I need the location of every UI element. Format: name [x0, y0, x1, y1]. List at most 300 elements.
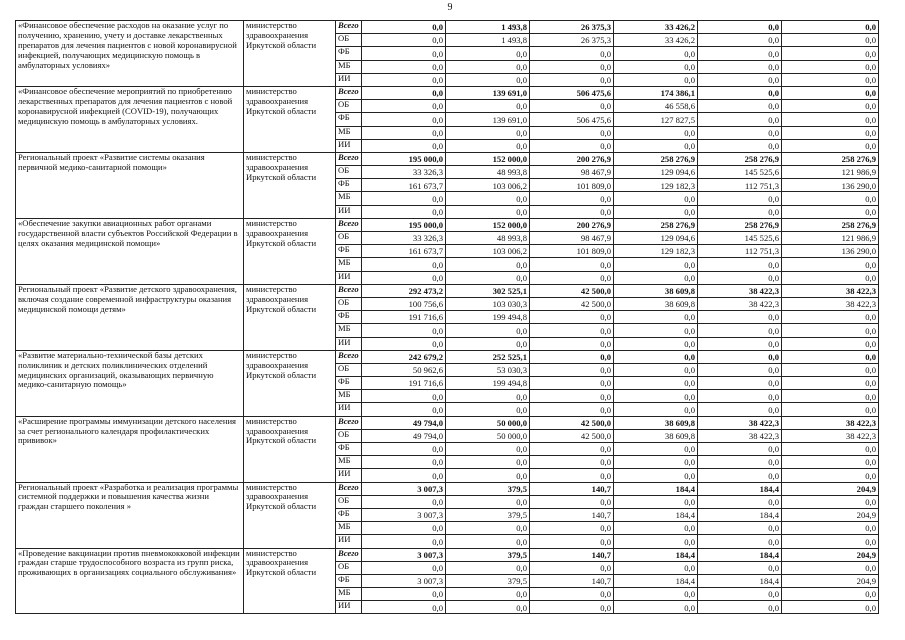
amount-cell: 140,7	[530, 548, 614, 561]
amount-cell: 0,0	[530, 377, 614, 390]
amount-cell: 46 558,6	[614, 100, 698, 113]
measure-description: «Проведение вакцинации против пневмококковой инфекции граждан старше трудоспособного возраста из групп риска, проживающих в организациях социального обслуживания»	[16, 548, 244, 614]
amount-cell: 195 000,0	[362, 152, 446, 165]
amount-cell: 0,0	[614, 390, 698, 403]
amount-cell: 0,0	[362, 60, 446, 73]
amount-cell: 302 525,1	[446, 284, 530, 297]
amount-cell: 0,0	[614, 73, 698, 86]
amount-cell: 0,0	[614, 324, 698, 337]
funding-source: ФБ	[336, 179, 362, 192]
amount-cell: 98 467,9	[530, 166, 614, 179]
amount-cell: 0,0	[614, 337, 698, 350]
funding-source: Всего	[336, 548, 362, 561]
amount-cell: 184,4	[614, 574, 698, 587]
funding-source: ОБ	[336, 232, 362, 245]
table-row	[16, 350, 879, 363]
amount-cell: 0,0	[530, 469, 614, 482]
amount-cell: 112 751,3	[698, 245, 782, 258]
amount-cell: 0,0	[446, 337, 530, 350]
amount-cell: 3 007,3	[362, 508, 446, 521]
amount-cell: 0,0	[698, 522, 782, 535]
amount-cell: 0,0	[530, 205, 614, 218]
amount-cell: 0,0	[446, 60, 530, 73]
executor-cell: министерство здравоохранения Иркутской области	[244, 416, 336, 482]
funding-source: МБ	[336, 390, 362, 403]
amount-cell: 50 000,0	[446, 429, 530, 442]
amount-cell: 0,0	[362, 258, 446, 271]
amount-cell: 0,0	[530, 350, 614, 363]
amount-cell: 0,0	[614, 469, 698, 482]
funding-source: МБ	[336, 258, 362, 271]
amount-cell: 0,0	[782, 34, 879, 47]
amount-cell: 0,0	[530, 456, 614, 469]
amount-cell: 0,0	[362, 443, 446, 456]
amount-cell: 129 182,3	[614, 245, 698, 258]
amount-cell: 33 426,2	[614, 21, 698, 34]
funding-source: ИИ	[336, 139, 362, 152]
amount-cell: 0,0	[614, 205, 698, 218]
amount-cell: 184,4	[698, 508, 782, 521]
amount-cell: 0,0	[614, 495, 698, 508]
amount-cell: 0,0	[782, 47, 879, 60]
amount-cell: 0,0	[782, 271, 879, 284]
funding-source: ИИ	[336, 73, 362, 86]
funding-source: Всего	[336, 416, 362, 429]
amount-cell: 0,0	[446, 139, 530, 152]
amount-cell: 38 422,3	[698, 416, 782, 429]
amount-cell: 0,0	[698, 443, 782, 456]
amount-cell: 0,0	[614, 588, 698, 601]
amount-cell: 0,0	[698, 73, 782, 86]
amount-cell: 33 326,3	[362, 166, 446, 179]
amount-cell: 103 006,2	[446, 245, 530, 258]
amount-cell: 0,0	[530, 60, 614, 73]
amount-cell: 0,0	[782, 258, 879, 271]
amount-cell: 0,0	[782, 403, 879, 416]
amount-cell: 0,0	[782, 311, 879, 324]
amount-cell: 0,0	[782, 86, 879, 99]
amount-cell: 0,0	[614, 60, 698, 73]
amount-cell: 0,0	[530, 588, 614, 601]
amount-cell: 0,0	[698, 60, 782, 73]
amount-cell: 1 493,8	[446, 21, 530, 34]
amount-cell: 139 691,0	[446, 113, 530, 126]
funding-source: ФБ	[336, 508, 362, 521]
table-row	[16, 284, 879, 297]
amount-cell: 0,0	[782, 377, 879, 390]
amount-cell: 0,0	[446, 469, 530, 482]
amount-cell: 42 500,0	[530, 284, 614, 297]
amount-cell: 258 276,9	[782, 218, 879, 231]
amount-cell: 53 030,3	[446, 363, 530, 376]
funding-source: ФБ	[336, 245, 362, 258]
amount-cell: 0,0	[530, 139, 614, 152]
amount-cell: 0,0	[530, 443, 614, 456]
amount-cell: 0,0	[698, 456, 782, 469]
amount-cell: 0,0	[446, 47, 530, 60]
amount-cell: 100 756,6	[362, 297, 446, 310]
funding-source: ИИ	[336, 337, 362, 350]
amount-cell: 161 673,7	[362, 179, 446, 192]
amount-cell: 0,0	[362, 535, 446, 548]
amount-cell: 0,0	[614, 139, 698, 152]
amount-cell: 199 494,8	[446, 311, 530, 324]
amount-cell: 0,0	[530, 337, 614, 350]
funding-source: ОБ	[336, 100, 362, 113]
amount-cell: 3 007,3	[362, 548, 446, 561]
funding-source: ФБ	[336, 311, 362, 324]
amount-cell: 0,0	[530, 522, 614, 535]
funding-source: ФБ	[336, 47, 362, 60]
amount-cell: 127 827,5	[614, 113, 698, 126]
amount-cell: 0,0	[446, 601, 530, 614]
amount-cell: 0,0	[698, 311, 782, 324]
amount-cell: 204,9	[782, 508, 879, 521]
amount-cell: 0,0	[446, 205, 530, 218]
amount-cell: 0,0	[614, 601, 698, 614]
funding-source: ФБ	[336, 574, 362, 587]
amount-cell: 0,0	[782, 469, 879, 482]
amount-cell: 379,5	[446, 482, 530, 495]
amount-cell: 0,0	[782, 205, 879, 218]
amount-cell: 0,0	[530, 390, 614, 403]
amount-cell: 0,0	[362, 561, 446, 574]
amount-cell: 129 094,6	[614, 166, 698, 179]
amount-cell: 98 467,9	[530, 232, 614, 245]
amount-cell: 38 422,3	[698, 284, 782, 297]
amount-cell: 0,0	[782, 443, 879, 456]
amount-cell: 0,0	[614, 377, 698, 390]
amount-cell: 121 986,9	[782, 166, 879, 179]
executor-cell: министерство здравоохранения Иркутской области	[244, 284, 336, 350]
amount-cell: 42 500,0	[530, 416, 614, 429]
executor-cell: министерство здравоохранения Иркутской области	[244, 350, 336, 416]
amount-cell: 0,0	[362, 337, 446, 350]
amount-cell: 0,0	[782, 192, 879, 205]
amount-cell: 26 375,3	[530, 34, 614, 47]
amount-cell: 0,0	[530, 258, 614, 271]
table-row	[16, 218, 879, 231]
amount-cell: 38 609,8	[614, 429, 698, 442]
amount-cell: 0,0	[698, 205, 782, 218]
funding-source: ФБ	[336, 113, 362, 126]
amount-cell: 0,0	[782, 337, 879, 350]
table-row	[16, 152, 879, 165]
amount-cell: 0,0	[614, 258, 698, 271]
amount-cell: 0,0	[698, 561, 782, 574]
measure-description: «Расширение программы иммунизации детского населения за счет регионального календаря профилактических прививок»	[16, 416, 244, 482]
executor-cell: министерство здравоохранения Иркутской области	[244, 218, 336, 284]
amount-cell: 161 673,7	[362, 245, 446, 258]
amount-cell: 0,0	[698, 271, 782, 284]
amount-cell: 292 473,2	[362, 284, 446, 297]
amount-cell: 38 422,3	[698, 429, 782, 442]
amount-cell: 0,0	[782, 113, 879, 126]
amount-cell: 379,5	[446, 508, 530, 521]
amount-cell: 379,5	[446, 574, 530, 587]
amount-cell: 101 809,0	[530, 245, 614, 258]
amount-cell: 0,0	[362, 100, 446, 113]
funding-source: ОБ	[336, 297, 362, 310]
funding-source: Всего	[336, 350, 362, 363]
amount-cell: 0,0	[362, 271, 446, 284]
amount-cell: 145 525,6	[698, 232, 782, 245]
amount-cell: 0,0	[614, 403, 698, 416]
amount-cell: 140,7	[530, 508, 614, 521]
amount-cell: 129 094,6	[614, 232, 698, 245]
amount-cell: 0,0	[530, 561, 614, 574]
amount-cell: 506 475,6	[530, 113, 614, 126]
amount-cell: 145 525,6	[698, 166, 782, 179]
amount-cell: 0,0	[446, 271, 530, 284]
amount-cell: 0,0	[698, 192, 782, 205]
amount-cell: 258 276,9	[698, 218, 782, 231]
amount-cell: 0,0	[530, 403, 614, 416]
amount-cell: 0,0	[362, 456, 446, 469]
amount-cell: 0,0	[446, 535, 530, 548]
amount-cell: 204,9	[782, 574, 879, 587]
funding-source: ИИ	[336, 403, 362, 416]
amount-cell: 38 422,3	[782, 297, 879, 310]
amount-cell: 49 794,0	[362, 429, 446, 442]
funding-source: МБ	[336, 60, 362, 73]
amount-cell: 0,0	[362, 601, 446, 614]
amount-cell: 0,0	[782, 139, 879, 152]
amount-cell: 0,0	[614, 561, 698, 574]
amount-cell: 0,0	[698, 469, 782, 482]
amount-cell: 50 962,6	[362, 363, 446, 376]
amount-cell: 3 007,3	[362, 574, 446, 587]
amount-cell: 0,0	[362, 47, 446, 60]
amount-cell: 3 007,3	[362, 482, 446, 495]
amount-cell: 0,0	[698, 588, 782, 601]
amount-cell: 103 006,2	[446, 179, 530, 192]
funding-source: Всего	[336, 284, 362, 297]
amount-cell: 0,0	[530, 363, 614, 376]
funding-source: Всего	[336, 482, 362, 495]
amount-cell: 0,0	[530, 324, 614, 337]
measure-description: «Развитие материально-технической базы детских поликлиник и детских поликлинических отделений медицинских организаций, оказывающих первичную медико-санитарную помощь»	[16, 350, 244, 416]
amount-cell: 129 182,3	[614, 179, 698, 192]
amount-cell: 0,0	[530, 535, 614, 548]
measure-description: Региональный проект «Разработка и реализация программы системной поддержки и повышения качества жизни граждан старшего поколения »	[16, 482, 244, 548]
amount-cell: 184,4	[614, 508, 698, 521]
funding-source: ФБ	[336, 443, 362, 456]
page-number: 9	[447, 2, 453, 13]
amount-cell: 0,0	[614, 47, 698, 60]
amount-cell: 0,0	[446, 192, 530, 205]
amount-cell: 38 422,3	[782, 284, 879, 297]
amount-cell: 0,0	[614, 271, 698, 284]
amount-cell: 0,0	[446, 561, 530, 574]
amount-cell: 0,0	[698, 21, 782, 34]
amount-cell: 101 809,0	[530, 179, 614, 192]
executor-cell: министерство здравоохранения Иркутской области	[244, 86, 336, 152]
amount-cell: 184,4	[698, 548, 782, 561]
amount-cell: 38 422,3	[782, 429, 879, 442]
amount-cell: 0,0	[362, 522, 446, 535]
amount-cell: 0,0	[446, 390, 530, 403]
amount-cell: 200 276,9	[530, 152, 614, 165]
amount-cell: 38 422,3	[782, 416, 879, 429]
amount-cell: 0,0	[698, 47, 782, 60]
amount-cell: 195 000,0	[362, 218, 446, 231]
amount-cell: 199 494,8	[446, 377, 530, 390]
amount-cell: 0,0	[782, 126, 879, 139]
amount-cell: 0,0	[782, 522, 879, 535]
table-row	[16, 416, 879, 429]
amount-cell: 0,0	[698, 34, 782, 47]
amount-cell: 0,0	[782, 100, 879, 113]
table-row	[16, 21, 879, 34]
amount-cell: 0,0	[362, 469, 446, 482]
funding-source: ОБ	[336, 34, 362, 47]
amount-cell: 0,0	[782, 495, 879, 508]
amount-cell: 0,0	[446, 126, 530, 139]
funding-source: ОБ	[336, 429, 362, 442]
executor-cell: министерство здравоохранения Иркутской области	[244, 152, 336, 218]
amount-cell: 0,0	[782, 390, 879, 403]
amount-cell: 258 276,9	[782, 152, 879, 165]
amount-cell: 42 500,0	[530, 297, 614, 310]
amount-cell: 0,0	[530, 192, 614, 205]
amount-cell: 258 276,9	[698, 152, 782, 165]
funding-source: ИИ	[336, 469, 362, 482]
amount-cell: 0,0	[362, 192, 446, 205]
amount-cell: 38 609,8	[614, 416, 698, 429]
amount-cell: 140,7	[530, 574, 614, 587]
amount-cell: 0,0	[446, 324, 530, 337]
amount-cell: 0,0	[446, 403, 530, 416]
amount-cell: 139 691,0	[446, 86, 530, 99]
amount-cell: 152 000,0	[446, 152, 530, 165]
funding-source: МБ	[336, 192, 362, 205]
amount-cell: 33 326,3	[362, 232, 446, 245]
funding-source: ОБ	[336, 166, 362, 179]
amount-cell: 0,0	[530, 495, 614, 508]
amount-cell: 38 609,8	[614, 297, 698, 310]
amount-cell: 252 525,1	[446, 350, 530, 363]
amount-cell: 0,0	[782, 324, 879, 337]
amount-cell: 184,4	[614, 482, 698, 495]
executor-cell: министерство здравоохранения Иркутской области	[244, 482, 336, 548]
amount-cell: 0,0	[362, 139, 446, 152]
amount-cell: 0,0	[362, 86, 446, 99]
amount-cell: 0,0	[362, 324, 446, 337]
amount-cell: 0,0	[530, 73, 614, 86]
funding-source: ИИ	[336, 205, 362, 218]
funding-source: ОБ	[336, 561, 362, 574]
amount-cell: 0,0	[446, 100, 530, 113]
amount-cell: 0,0	[782, 456, 879, 469]
amount-cell: 0,0	[614, 192, 698, 205]
amount-cell: 184,4	[698, 482, 782, 495]
funding-source: ОБ	[336, 363, 362, 376]
amount-cell: 121 986,9	[782, 232, 879, 245]
amount-cell: 258 276,9	[614, 152, 698, 165]
amount-cell: 0,0	[782, 350, 879, 363]
amount-cell: 0,0	[698, 403, 782, 416]
amount-cell: 0,0	[782, 601, 879, 614]
funding-source: МБ	[336, 522, 362, 535]
funding-source: ФБ	[336, 377, 362, 390]
amount-cell: 0,0	[698, 139, 782, 152]
amount-cell: 0,0	[362, 34, 446, 47]
measure-description: Региональный проект «Развитие системы оказания первичной медико-санитарной помощи»	[16, 152, 244, 218]
amount-cell: 103 030,3	[446, 297, 530, 310]
amount-cell: 0,0	[614, 456, 698, 469]
funding-source: МБ	[336, 126, 362, 139]
amount-cell: 0,0	[362, 588, 446, 601]
amount-cell: 0,0	[614, 535, 698, 548]
funding-source: МБ	[336, 324, 362, 337]
funding-source: ИИ	[336, 535, 362, 548]
amount-cell: 379,5	[446, 548, 530, 561]
amount-cell: 0,0	[614, 311, 698, 324]
amount-cell: 0,0	[362, 126, 446, 139]
measure-description: Региональный проект «Развитие детского здравоохранения, включая создание современной инфраструктуры оказания медицинской помощи детям»	[16, 284, 244, 350]
amount-cell: 0,0	[698, 350, 782, 363]
amount-cell: 0,0	[698, 363, 782, 376]
amount-cell: 0,0	[614, 126, 698, 139]
amount-cell: 42 500,0	[530, 429, 614, 442]
amount-cell: 0,0	[362, 73, 446, 86]
amount-cell: 0,0	[446, 495, 530, 508]
funding-source: МБ	[336, 588, 362, 601]
amount-cell: 48 993,8	[446, 232, 530, 245]
amount-cell: 26 375,3	[530, 21, 614, 34]
budget-table	[15, 20, 879, 614]
amount-cell: 0,0	[782, 60, 879, 73]
amount-cell: 50 000,0	[446, 416, 530, 429]
amount-cell: 0,0	[698, 601, 782, 614]
amount-cell: 0,0	[530, 47, 614, 60]
amount-cell: 1 493,8	[446, 34, 530, 47]
amount-cell: 0,0	[446, 73, 530, 86]
amount-cell: 48 993,8	[446, 166, 530, 179]
amount-cell: 0,0	[698, 86, 782, 99]
amount-cell: 0,0	[698, 126, 782, 139]
executor-cell: министерство здравоохранения Иркутской области	[244, 21, 336, 87]
measure-description: «Финансовое обеспечение расходов на оказание услуг по получению, хранению, учету и доставке лекарственных препаратов для лечения пациентов с новой коронавирусной инфекцией, получающих медицинскую помощь в амбулаторных условиях»	[16, 21, 244, 87]
funding-source: ИИ	[336, 601, 362, 614]
amount-cell: 136 290,0	[782, 179, 879, 192]
amount-cell: 0,0	[530, 100, 614, 113]
amount-cell: 191 716,6	[362, 311, 446, 324]
amount-cell: 38 609,8	[614, 284, 698, 297]
amount-cell: 0,0	[698, 113, 782, 126]
amount-cell: 0,0	[530, 126, 614, 139]
amount-cell: 184,4	[698, 574, 782, 587]
amount-cell: 0,0	[614, 363, 698, 376]
amount-cell: 0,0	[530, 601, 614, 614]
table-row	[16, 548, 879, 561]
measure-description: «Финансовое обеспечение мероприятий по приобретению лекарственных препаратов для лечения пациентов с новой коронавирусной инфекцией (COVID-19), получающих медицинскую помощь в амбулаторных условиях.	[16, 86, 244, 152]
amount-cell: 0,0	[362, 390, 446, 403]
amount-cell: 0,0	[782, 561, 879, 574]
amount-cell: 33 426,2	[614, 34, 698, 47]
funding-source: Всего	[336, 86, 362, 99]
funding-source: ИИ	[336, 271, 362, 284]
funding-source: Всего	[336, 218, 362, 231]
table-row	[16, 86, 879, 99]
amount-cell: 0,0	[698, 495, 782, 508]
amount-cell: 0,0	[782, 535, 879, 548]
amount-cell: 0,0	[362, 205, 446, 218]
funding-source: Всего	[336, 21, 362, 34]
amount-cell: 506 475,6	[530, 86, 614, 99]
amount-cell: 0,0	[782, 73, 879, 86]
